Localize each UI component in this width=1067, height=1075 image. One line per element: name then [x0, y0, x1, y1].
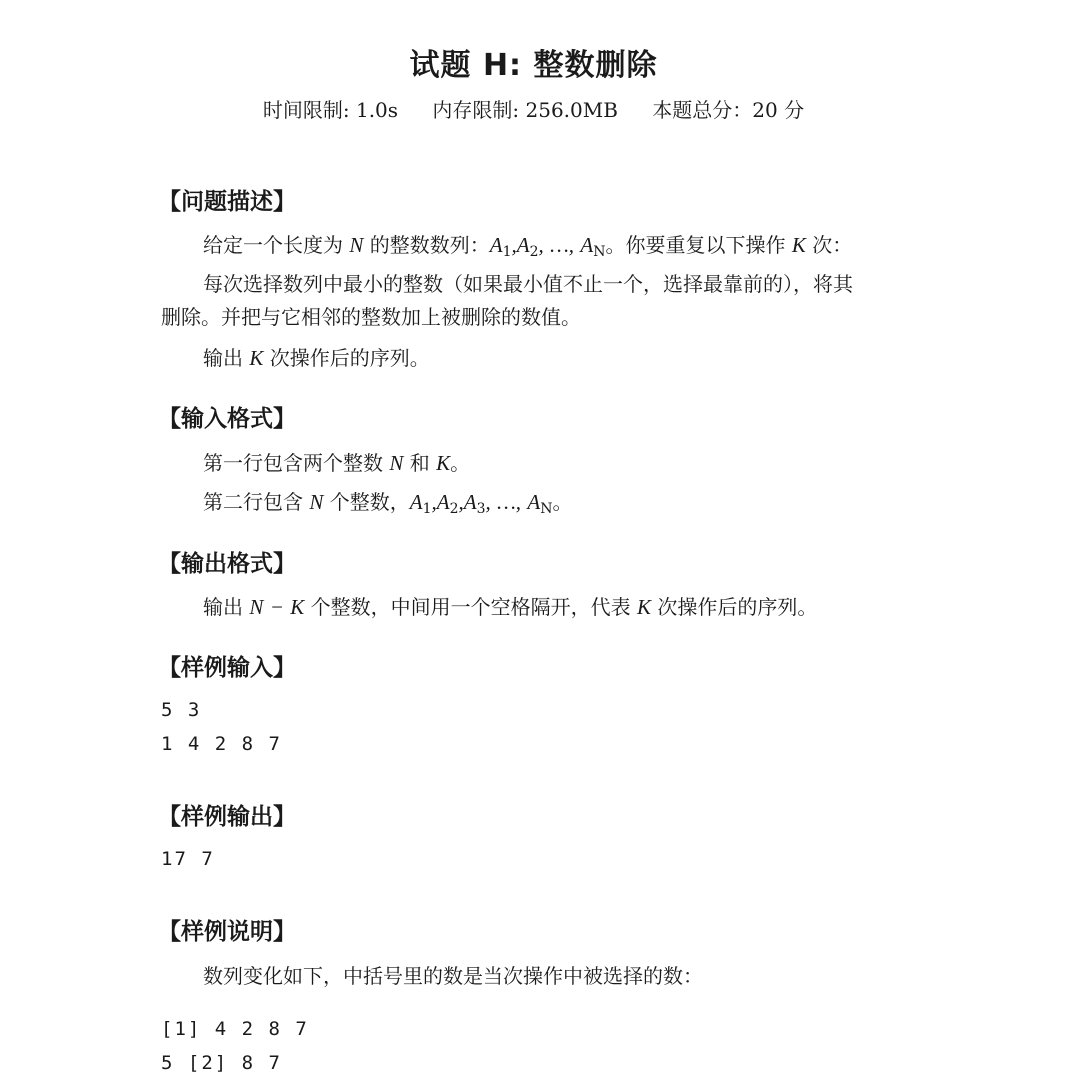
input-format-line1: 第一行包含两个整数 N 和 K。 [203, 451, 471, 475]
total-score: 本题总分：20 分 [652, 98, 805, 122]
problem-title: 试题 H: 整数删除 [409, 48, 658, 83]
description-p3: 输出 K 次操作后的序列。 [203, 346, 430, 370]
input-format-line2: 第二行包含 N 个整数，$A_1,A_2,A_3$, …, $A_N$。 [203, 490, 573, 517]
description-p2-line2: 删除。并把与它相邻的整数加上被删除的数值。 [161, 305, 581, 329]
output-format-line1: 输出 N − K 个整数，中间用一个空格隔开，代表 K 次操作后的序列。 [203, 595, 818, 619]
sample-explanation-line1: [1] 4 2 8 7 [161, 1018, 309, 1040]
sample-explanation-line2: 5 [2] 8 7 [161, 1052, 282, 1074]
heading-sample-explanation: 【样例说明】 [158, 919, 296, 945]
problem-meta [0, 94, 1067, 123]
sample-input-line2: 1 4 2 8 7 [161, 733, 282, 755]
description-p2-line1: 每次选择数列中最小的整数（如果最小值不止一个，选择最靠前的），将其 [203, 272, 853, 296]
sample-output-line1: 17 7 [161, 848, 215, 870]
heading-sample-input: 【样例输入】 [158, 655, 296, 681]
heading-description: 【问题描述】 [158, 189, 296, 215]
sample-explanation-text: 数列变化如下，中括号里的数是当次操作中被选择的数： [203, 964, 703, 988]
time-limit: 时间限制: 1.0s [262, 98, 399, 122]
sample-input-line1: 5 3 [161, 699, 202, 721]
memory-limit: 内存限制: 256.0MB [432, 98, 618, 122]
heading-sample-output: 【样例输出】 [158, 804, 296, 830]
heading-input-format: 【输入格式】 [158, 406, 296, 432]
heading-output-format: 【输出格式】 [158, 551, 296, 577]
description-p1: 给定一个长度为 N 的整数数列：$A_1,A_2$, …, $A_N$。你要重复以下操作 K 次： [203, 233, 853, 260]
